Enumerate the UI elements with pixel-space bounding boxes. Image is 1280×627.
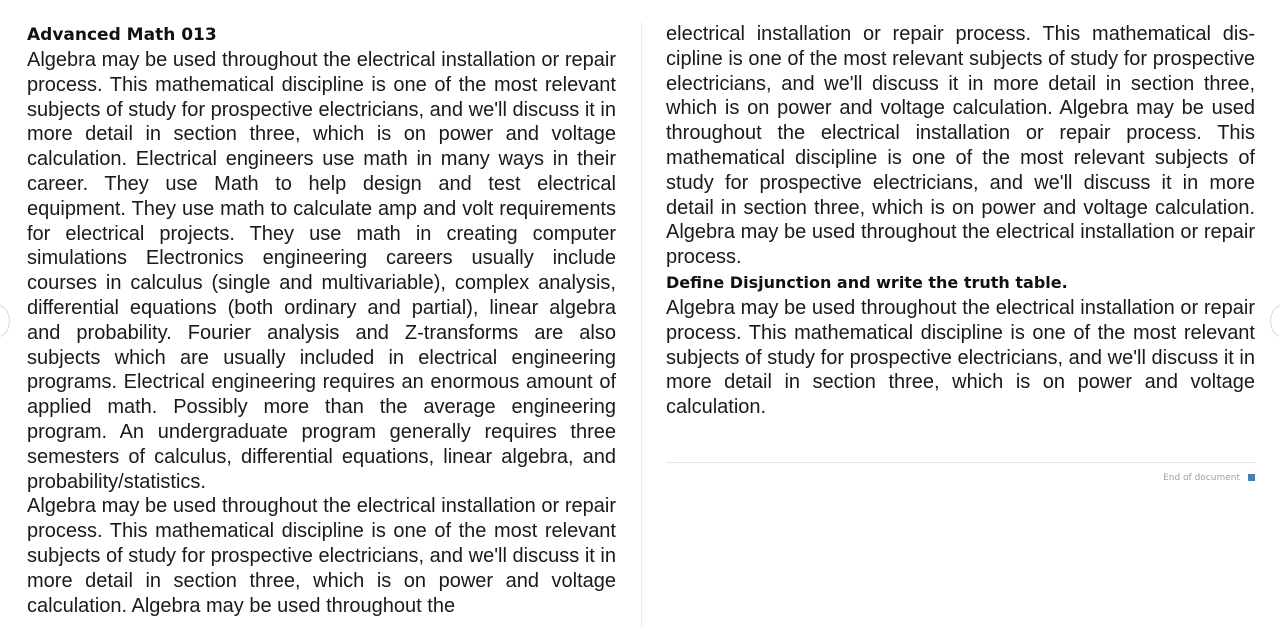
right-column: [666, 22, 1255, 627]
body-paragraph: Algebra may be used throughout the electrical installation or repair process. This mathematical discipline is one of the most relevant subjects of study for prospective electricians, and we'll discuss it in more detail in section three, which is on power and voltage calculation. Electrical engineers use math in many ways in their career. They use Math to help design and test electrical equipment. They use math to calculate amp and volt requirements for electrical projects. They use math in creating computer simulations Electronics engineering careers usually include courses in calculus (single and multivariable), complex analysis, differential equations (both ordinary and partial), linear algebra and probability. Fourier analysis and Z-transforms are also subjects which are usually included in electrical engineering programs. Electrical engineering requires an enormous amount of applied math. Possibly more than the average engineering program. An undergraduate program generally requires three semesters of calculus, differential equations, linear algebra, and probability/statistics.: [27, 49, 616, 493]
end-of-document-label: End of document: [1163, 472, 1240, 483]
previous-page-edge-icon[interactable]: [0, 305, 10, 337]
question-heading: Define Disjunction and write the truth table.: [666, 272, 1068, 292]
column-divider: [641, 22, 642, 627]
end-of-document-marker: [666, 473, 1255, 483]
end-square-icon: [1248, 474, 1255, 481]
body-paragraph: electrical installation or repair process. This mathematical discipline is one of the most relevant subjects of study for prospective electricians, and we'll discuss it in more detail in section three, which is on power and voltage calculation. Algebra may be used throughout the electrical installation or repair process. This mathematical discipline is one of the most relevant subjects of study for prospective electricians, and we'll discuss it in more detail in section three, which is on power and voltage calculation. Algebra may be used throughout the electrical installation or repair process.: [666, 23, 1255, 269]
answer-paragraph: Algebra may be used throughout the electrical installation or repair process. This mathematical discipline is one of the most relevant subjects of study for prospective electricians, and we'll discuss it in more detail in section three, which is on power and voltage calculation.: [666, 296, 1255, 419]
next-page-edge-icon[interactable]: [1270, 305, 1280, 337]
end-divider: [666, 462, 1255, 463]
document-title: Advanced Math 013: [27, 25, 217, 45]
body-paragraph: Algebra may be used throughout the electrical installation or repair process. This mathematical discipline is one of the most relevant subjects of study for prospective electricians, and we'll discuss it in more detail in section three, which is on power and voltage calculation. Algebra may be used throughout the: [27, 495, 616, 617]
left-column: [27, 22, 616, 627]
